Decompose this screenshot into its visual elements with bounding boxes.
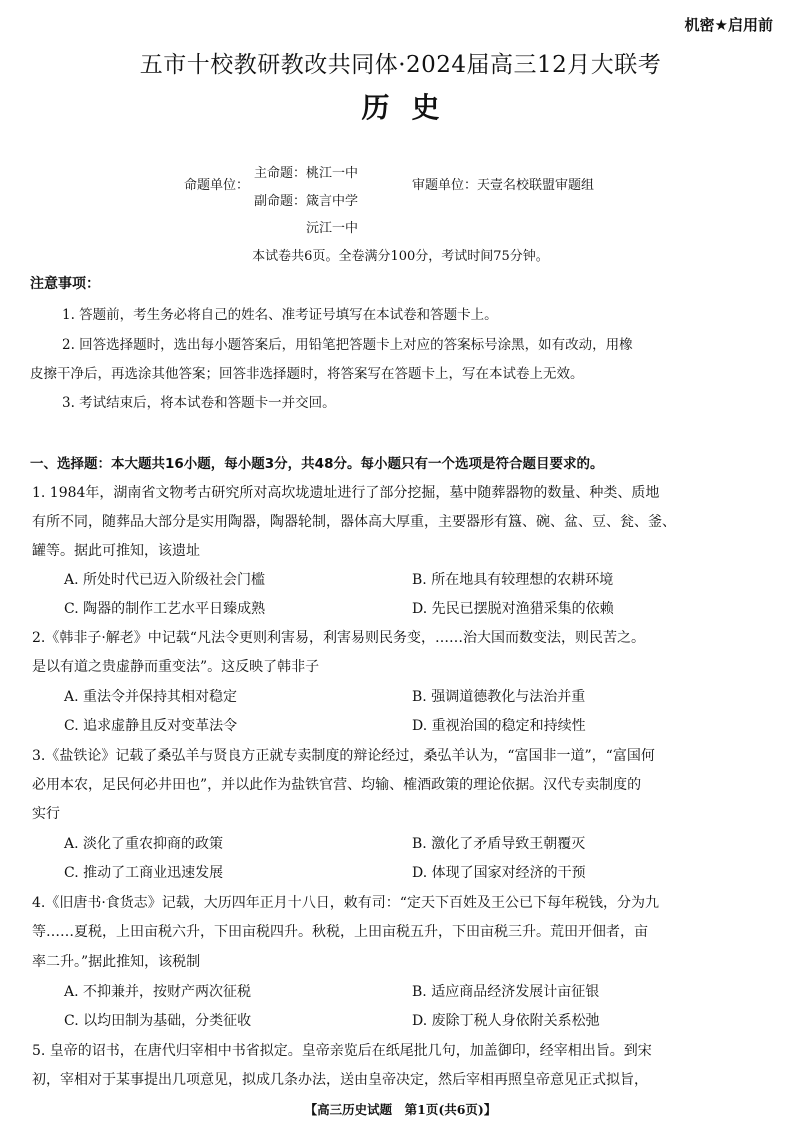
question-1-option-b: B. 所在地具有较理想的农耕环境 (412, 572, 614, 588)
question-2-option-d: D. 重视治国的稳定和持续性 (412, 718, 586, 734)
vice-proposer-2: 沅江一中 (306, 221, 359, 236)
secret-mark: 机密★启用前 (684, 16, 773, 34)
reviewer: 审题单位：天壹名校联盟审题组 (412, 178, 595, 193)
question-4-option-c: C. 以均田制为基础，分类征收 (64, 1013, 252, 1029)
proposer-label: 命题单位： (184, 178, 250, 193)
question-3-option-d: D. 体现了国家对经济的干预 (412, 865, 586, 881)
question-2-line-1: 2.《韩非子·解老》中记载“凡法令更则利害易，利害易则民务变，……治大国而数变法，则民苦之。 (32, 630, 645, 646)
question-5-line-1: 5. 皇帝的诏书，在唐代归宰相中书省拟定。皇帝亲览后在纸尾批几句，加盖御印，经宰相出旨。到宋 (32, 1043, 652, 1059)
note-item-2-line-1: 2. 回答选择题时，选出每小题答案后，用铅笔把答题卡上对应的答案标号涂黑，如有改动，用橡 (62, 337, 633, 353)
vice-proposer-1: 副命题：箴言中学 (254, 194, 359, 209)
question-3-option-a: A. 淡化了重农抑商的政策 (64, 836, 224, 852)
question-4-option-a: A. 不抑兼并，按财产两次征税 (64, 984, 252, 1000)
question-2-line-2: 是以有道之贵虚静而重变法”。这反映了韩非子 (32, 659, 320, 675)
notes-heading: 注意事项： (30, 276, 100, 292)
question-3-line-3: 实行 (32, 806, 60, 822)
question-1-line-2: 有所不同，随葬品大部分是实用陶器，陶器轮制，器体高大厚重，主要器形有簋、碗、盆、豆、瓮、釜、 (32, 514, 676, 530)
page-footer: 【高三历史试题 第1页(共6页)】 (304, 1102, 497, 1117)
question-4-line-3: 率二升。”据此推知，该税制 (32, 954, 201, 970)
question-5-line-2: 初，宰相对于某事提出几项意见，拟成几条办法，送由皇帝决定，然后宰相再照皇帝意见正式拟旨， (32, 1072, 648, 1088)
question-4-option-b: B. 适应商品经济发展计亩征银 (412, 984, 600, 1000)
note-item-3: 3. 考试结束后，将本试卷和答题卡一并交回。 (62, 395, 336, 411)
section-heading: 一、选择题：本大题共16小题，每小题3分，共48分。每小题只有一个选项是符合题目要求的。 (30, 456, 604, 472)
question-3-option-b: B. 激化了矛盾导致王朝覆灭 (412, 836, 586, 852)
question-2-option-b: B. 强调道德教化与法治并重 (412, 689, 586, 705)
exam-title: 五市十校教研教改共同体·2024届高三12月大联考 (139, 52, 662, 78)
note-item-1: 1. 答题前，考生务必将自己的姓名、准考证号填写在本试卷和答题卡上。 (62, 307, 498, 323)
main-proposer: 主命题：桃江一中 (254, 166, 359, 181)
note-item-2-line-2: 皮擦干净后，再选涂其他答案；回答非选择题时，将答案写在答题卡上，写在本试卷上无效。 (30, 366, 584, 382)
question-2-option-c: C. 追求虚静且反对变革法令 (64, 718, 238, 734)
question-4-option-d: D. 废除丁税人身依附关系松弛 (412, 1013, 600, 1029)
question-4-line-1: 4.《旧唐书·食货志》记载，大历四年正月十八日，敕有司：“定天下百姓及王公已下每年税钱，分为九 (32, 895, 659, 911)
question-1-line-3: 罐等。据此可推知，该遗址 (32, 543, 200, 559)
question-4-line-2: 等……夏税，上田亩税六升，下田亩税四升。秋税，上田亩税五升，下田亩税三升。荒田开佃者，亩 (32, 924, 648, 940)
exam-info: 本试卷共6页。全卷满分100分，考试时间75分钟。 (252, 249, 549, 264)
question-1-option-c: C. 陶器的制作工艺水平日臻成熟 (64, 601, 266, 617)
question-3-line-2: 必用本农，足民何必井田也”，并以此作为盐铁官营、均输、榷酒政策的理论依据。汉代专卖制度的 (32, 777, 642, 793)
question-1-option-a: A. 所处时代已迈入阶级社会门槛 (64, 572, 266, 588)
question-1-option-d: D. 先民已摆脱对渔猎采集的依赖 (412, 601, 614, 617)
question-2-option-a: A. 重法令并保持其相对稳定 (64, 689, 238, 705)
question-3-line-1: 3.《盐铁论》记载了桑弘羊与贤良方正就专卖制度的辩论经过，桑弘羊认为，“富国非一道”，“富国何 (32, 748, 655, 764)
subject-title: 历史 (361, 91, 462, 124)
question-3-option-c: C. 推动了工商业迅速发展 (64, 865, 224, 881)
question-1-line-1: 1. 1984年，湖南省文物考古研究所对高坎垅遗址进行了部分挖掘，墓中随葬器物的数量、种类、质地 (32, 485, 660, 501)
